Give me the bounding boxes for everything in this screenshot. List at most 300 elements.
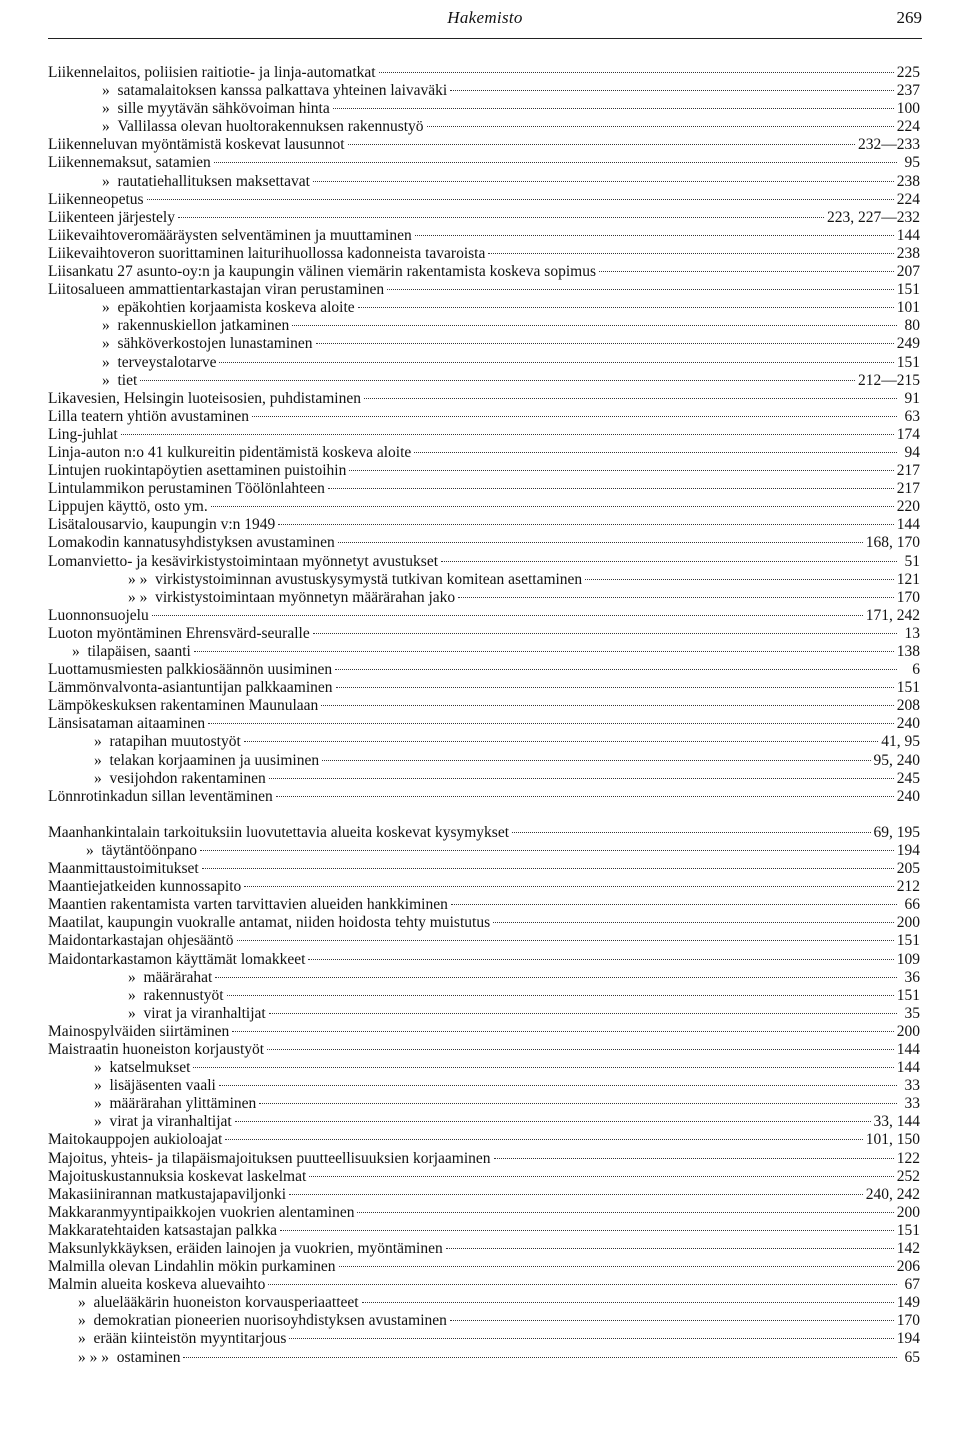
ditto-mark: » [94,1113,110,1131]
index-entry [48,1222,920,1240]
leader-dots [451,904,897,905]
leader-dots [244,741,878,742]
leader-dots [278,524,893,525]
leader-dots [379,72,894,73]
leader-dots [348,144,855,145]
entry-page-ref: 252 [896,1167,920,1185]
index-entry [48,878,920,896]
index-entry [48,390,920,408]
entry-page-ref: 208 [896,697,920,715]
entry-page-ref: 36 [904,968,920,986]
leader-dots [194,651,894,652]
entry-label: satamalaitoksen kanssa palkattava yhteinen laivaväki [117,82,448,100]
leader-dots [339,1266,894,1267]
entry-label: Linja-auton n:o 41 kulkureitin pidentämistä koskeva aloite [48,443,412,461]
index-entry [48,154,920,172]
index-entry [48,136,920,154]
entry-label: Lisätalousarvio, kaupungin v:n 1949 [48,516,276,534]
index-entry [48,643,920,661]
entry-label: Liitosalueen ammattientarkastajan viran perustaminen [48,281,385,299]
index-entry [48,1113,920,1131]
entry-label: Liikennemaksut, satamien [48,154,211,172]
entry-page-ref: 63 [904,407,920,425]
entry-label: Makasiinirannan matkustajapaviljonki [48,1185,287,1203]
leader-dots [313,181,894,182]
leader-dots [276,796,894,797]
entry-label: Maidontarkastamon käyttämät lomakkeet [48,950,306,968]
entry-page-ref: 225 [896,64,920,81]
entry-page-ref: 67 [904,1276,920,1294]
ditto-mark: » » » [78,1348,117,1366]
entry-page-ref: 194 [896,841,920,859]
leader-dots [493,922,894,923]
leader-dots [458,597,894,598]
entry-label: Lomakodin kannatusyhdistyksen avustaminen [48,534,335,552]
entry-page-ref: 144 [896,1040,920,1058]
entry-page-ref: 240 [896,715,920,733]
entry-page-ref: 245 [896,769,920,787]
leader-dots [427,126,894,127]
entry-label: Lämpökeskuksen rakentaminen Maunulaan [48,697,319,715]
leader-dots [215,977,897,978]
leader-dots [333,108,894,109]
entry-label: katselmukset [109,1059,191,1077]
entry-label: terveystalotarve [117,353,217,371]
entry-page-ref: 149 [896,1294,920,1312]
leader-dots [152,615,863,616]
leader-dots [140,380,855,381]
index-entry [48,100,920,118]
index-entry [48,1276,920,1294]
ditto-mark: » » [128,588,156,606]
index-entry [48,896,920,914]
leader-dots [316,343,894,344]
entry-label: sähköverkostojen lunastaminen [117,335,313,353]
entry-page-ref: 238 [896,244,920,262]
page-header [48,8,922,32]
index-entry [48,82,920,100]
leader-dots [415,235,894,236]
entry-page-ref: 220 [896,498,920,516]
entry-page-ref: 144 [896,1059,920,1077]
entry-page-ref: 91 [904,389,920,407]
entry-label: Liikevaihtoveron suorittaminen laiturihuollossa kadonneista tavaroista [48,244,486,262]
entry-page-ref: 207 [896,263,920,281]
index-entry [48,516,920,534]
entry-page-ref: 249 [896,335,920,353]
ditto-mark: » [102,299,118,317]
leader-dots [183,1357,897,1358]
header-rule [48,38,922,39]
leader-dots [308,959,893,960]
entry-page-ref: 94 [904,443,920,461]
entry-label: Mainospylväiden siirtäminen [48,1022,230,1040]
index-entry [48,951,920,969]
index-entry [48,860,920,878]
index-entry [48,932,920,950]
index-entry [48,842,920,860]
leader-dots [338,542,863,543]
index-entry [48,1330,920,1348]
leader-dots [599,271,894,272]
running-title: Hakemisto [447,8,523,27]
leader-dots [269,778,894,779]
entry-label: aluelääkärin huoneiston korvausperiaatteet [93,1294,359,1312]
entry-label: Majoituskustannuksia koskevat laskelmat [48,1167,307,1185]
entry-page-ref: 206 [896,1258,920,1276]
ditto-mark: » [128,1004,144,1022]
index-entry [48,1294,920,1312]
index-entry [48,553,920,571]
leader-dots [237,940,894,941]
entry-label: virat ja viranhaltijat [143,1004,266,1022]
ditto-mark: » [78,1330,94,1348]
leader-dots [280,1230,894,1231]
entry-label: Makkaranmyyntipaikkojen vuokrien alentaminen [48,1203,355,1221]
index-entry [48,571,920,589]
index-entry [48,281,920,299]
index-entry [48,788,920,806]
index-entry [48,1005,920,1023]
entry-page-ref: 95, 240 [873,751,920,769]
entry-page-ref: 151 [896,679,920,697]
entry-page-ref: 144 [896,226,920,244]
entry-label: virkistystoimintaan myönnetyn määrärahan jako [155,588,456,606]
leader-dots [357,1212,893,1213]
entry-page-ref: 138 [896,643,920,660]
entry-label: rautatiehallituksen maksettavat [117,172,310,190]
leader-dots [387,289,894,290]
entry-page-ref: 35 [904,1004,920,1022]
entry-label: demokratian pioneerien nuorisoyhdistyksen avustaminen [93,1312,447,1330]
entry-label: Lomanvietto- ja kesävirkistystoimintaan myönnetyt avustukset [48,552,439,570]
ditto-mark: » [78,1294,94,1312]
leader-dots [219,1085,897,1086]
entry-label: erään kiinteistön myyntitarjous [93,1330,287,1348]
entry-page-ref: 121 [896,570,920,588]
leader-dots [414,452,897,453]
index-entry [48,498,920,516]
index-entries [48,64,920,1367]
ditto-mark: » [102,118,118,136]
index-entry [48,209,920,227]
entry-label: rakennustyöt [143,986,224,1004]
entry-label: tilapäisen, saanti [87,643,191,660]
leader-dots [335,669,897,670]
entry-label: Lönnrotinkadun sillan leventäminen [48,787,273,805]
index-entry [48,1041,920,1059]
ditto-mark: » [102,353,118,371]
entry-page-ref: 65 [904,1348,920,1366]
index-entry [48,354,920,372]
entry-page-ref: 217 [896,480,920,498]
leader-dots [219,362,893,363]
entry-page-ref: 170 [896,588,920,606]
entry-page-ref: 144 [896,516,920,534]
index-entry [48,263,920,281]
entry-page-ref: 223, 227—232 [827,208,920,226]
leader-dots [441,561,897,562]
index-entry [48,335,920,353]
leader-dots [494,1158,894,1159]
entry-label: virat ja viranhaltijat [109,1113,232,1131]
leader-dots [200,850,894,851]
entry-page-ref: 151 [896,1221,920,1239]
index-entry [48,372,920,390]
entry-label: Maantien rakentamista varten tarvittavien alueiden hankkiminen [48,896,448,914]
entry-label: epäkohtien korjaamista koskeva aloite [117,299,355,317]
entry-page-ref: 232—233 [858,136,920,154]
index-entry [48,661,920,679]
leader-dots [364,398,897,399]
leader-dots [289,1194,863,1195]
leader-dots [232,1031,894,1032]
ditto-mark: » [72,643,88,660]
index-entry [48,408,920,426]
entry-page-ref: 69, 195 [873,823,920,841]
entry-page-ref: 142 [896,1240,920,1257]
index-entry [48,444,920,462]
entry-page-ref: 101 [896,299,920,317]
entry-label: Maitokauppojen aukioloajat [48,1131,223,1149]
leader-dots [358,307,894,308]
entry-label: Makkaratehtaiden katsastajan palkka [48,1221,277,1239]
leader-dots [244,886,893,887]
entry-label: Maanhankintalain tarkoituksiin luovutettavia alueita koskevat kysymykset [48,823,510,841]
ditto-mark: » [94,1077,110,1095]
leader-dots [450,1320,894,1321]
index-entry [48,1095,920,1113]
index-entry [48,1059,920,1077]
entry-page-ref: 66 [904,896,920,914]
section-gap [48,806,920,824]
entry-page-ref: 151 [896,353,920,371]
ditto-mark: » [102,172,118,190]
leader-dots [214,162,897,163]
entry-label: Luonnonsuojelu [48,606,149,624]
entry-page-ref: 151 [896,932,920,950]
entry-label: virkistystoiminnan avustuskysymystä tutkivan komitean asettaminen [155,570,583,588]
entry-page-ref: 224 [896,190,920,208]
ditto-mark: » [102,335,118,353]
ditto-mark: » [102,371,118,389]
index-entry [48,914,920,932]
leader-dots [512,832,870,833]
entry-page-ref: 194 [896,1330,920,1348]
leader-dots [193,1067,893,1068]
entry-page-ref: 237 [896,82,920,100]
entry-page-ref: 109 [896,950,920,968]
entry-page-ref: 33, 144 [873,1113,920,1131]
leader-dots [121,434,894,435]
leader-dots [211,506,894,507]
index-entry [48,426,920,444]
index-entry [48,697,920,715]
ditto-mark: » [94,1059,110,1077]
index-entry [48,679,920,697]
ditto-mark: » [128,986,144,1004]
index-entry [48,191,920,209]
entry-page-ref: 151 [896,281,920,299]
index-entry [48,607,920,625]
index-entry [48,752,920,770]
entry-label: telakan korjaaminen ja uusiminen [109,751,320,769]
entry-page-ref: 122 [896,1149,920,1167]
index-entry [48,299,920,317]
leader-dots [268,1284,897,1285]
ditto-mark: » [128,968,144,986]
index-entry [48,1186,920,1204]
entry-page-ref: 170 [896,1312,920,1330]
entry-label: Lintujen ruokintapöytien asettaminen puistoihin [48,462,347,480]
index-entry [48,462,920,480]
leader-dots [235,1121,871,1122]
entry-label: Liisankatu 27 asunto-oy:n ja kaupungin välinen viemärin rakentamista koskeva sopimus [48,263,596,281]
entry-page-ref: 240, 242 [865,1185,920,1203]
entry-page-ref: 171, 242 [865,606,920,624]
entry-page-ref: 33 [904,1095,920,1113]
entry-page-ref: 168, 170 [865,534,920,552]
entry-label: tiet [117,371,138,389]
index-entry [48,173,920,191]
index-entry [48,589,920,607]
entry-label: Lintulammikon perustaminen Töölönlahteen [48,480,325,498]
ditto-mark: » [94,1095,110,1113]
leader-dots [225,1139,862,1140]
leader-dots [322,760,870,761]
leader-dots [309,1176,893,1177]
index-entry [48,1168,920,1186]
index-entry [48,227,920,245]
entry-label: Maatilat, kaupungin vuokralle antamat, niiden hoidosta tehty muistutus [48,914,491,932]
index-entry [48,118,920,136]
leader-dots [313,633,897,634]
entry-page-ref: 33 [904,1077,920,1095]
index-entry [48,317,920,335]
index-entry [48,1240,920,1258]
index-entry [48,625,920,643]
entry-label: Länsisataman aitaaminen [48,715,206,733]
entry-label: täytäntöönpano [101,841,198,859]
page-number: 269 [896,8,922,27]
ditto-mark: » [94,769,110,787]
entry-page-ref: 80 [904,317,920,335]
entry-page-ref: 212 [896,878,920,896]
entry-page-ref: 205 [896,860,920,878]
entry-label: Maksunlykkäyksen, eräiden lainojen ja vuokrien, myöntäminen [48,1240,443,1257]
ditto-mark: » » [128,570,156,588]
entry-label: rakennuskiellon jatkaminen [117,317,290,335]
leader-dots [349,470,893,471]
ditto-mark: » [102,82,118,100]
entry-label: Maantiejatkeiden kunnossapito [48,878,242,896]
entry-page-ref: 41, 95 [881,733,920,751]
entry-label: Maistraatin huoneiston korjaustyöt [48,1040,265,1058]
index-entry [48,1258,920,1276]
index-entry [48,733,920,751]
entry-page-ref: 217 [896,462,920,480]
leader-dots [269,1013,897,1014]
index-entry [48,969,920,987]
entry-label: Luottamusmiesten palkkiosäännön uusiminen [48,661,333,679]
index-entry [48,1204,920,1222]
index-entry [48,824,920,842]
entry-page-ref: 240 [896,787,920,805]
entry-label: Malmilla olevan Lindahlin mökin purkaminen [48,1258,336,1276]
leader-dots [585,579,894,580]
entry-label: Liikenneopetus [48,190,144,208]
entry-label: lisäjäsenten vaali [109,1077,216,1095]
leader-dots [362,1302,894,1303]
leader-dots [259,1103,897,1104]
index-entry [48,534,920,552]
entry-label: Malmin alueita koskeva aluevaihto [48,1276,266,1294]
entry-label: ostaminen [116,1348,181,1366]
entry-label: Liikenneluvan myöntämistä koskevat lausunnot [48,136,345,154]
entry-label: vesijohdon rakentaminen [109,769,266,787]
entry-label: sille myytävän sähkövoiman hinta [117,100,330,118]
entry-page-ref: 238 [896,172,920,190]
index-entry [48,480,920,498]
entry-label: Lilla teatern yhtiön avustaminen [48,407,250,425]
index-entry [48,770,920,788]
entry-label: Maidontarkastajan ohjesääntö [48,932,234,950]
entry-label: Luoton myöntäminen Ehrensvärd-seuralle [48,624,310,642]
index-entry [48,1349,920,1367]
leader-dots [208,723,894,724]
leader-dots [292,325,897,326]
ditto-mark: » [102,100,118,118]
leader-dots [267,1049,894,1050]
entry-label: Lippujen käyttö, osto ym. [48,498,208,516]
ditto-mark: » [94,751,110,769]
entry-page-ref: 151 [896,986,920,1004]
entry-label: Likavesien, Helsingin luoteisosien, puhdistaminen [48,389,361,407]
entry-label: Ling-juhlat [48,425,118,443]
leader-dots [328,488,894,489]
entry-label: Vallilassa olevan huoltorakennuksen rakennustyö [117,118,424,136]
entry-page-ref: 174 [896,425,920,443]
entry-page-ref: 212—215 [858,371,920,389]
ditto-mark: » [78,1312,94,1330]
index-entry [48,1131,920,1149]
entry-label: Liikennelaitos, poliisien raitiotie- ja linja-automatkat [48,64,376,81]
entry-label: Majoitus, yhteis- ja tilapäismajoituksen puutteellisuuksien korjaaminen [48,1149,491,1167]
index-entry [48,1023,920,1041]
index-entry [48,245,920,263]
leader-dots [227,995,894,996]
index-entry [48,1077,920,1095]
index-entry [48,1312,920,1330]
leader-dots [321,705,893,706]
leader-dots [147,199,894,200]
leader-dots [202,868,894,869]
entry-label: Maanmittaustoimitukset [48,860,199,878]
leader-dots [488,253,893,254]
entry-page-ref: 200 [896,914,920,932]
entry-label: määrärahat [143,968,213,986]
ditto-mark: » [94,733,110,751]
entry-label: Liikevaihtoveromääräysten selventäminen ja muuttaminen [48,226,412,244]
index-entry [48,64,920,82]
leader-dots [289,1338,893,1339]
entry-page-ref: 101, 150 [865,1131,920,1149]
entry-page-ref: 13 [904,624,920,642]
entry-label: Liikenteen järjestely [48,208,175,226]
entry-label: määrärahan ylittäminen [109,1095,257,1113]
leader-dots [178,217,824,218]
index-entry [48,715,920,733]
